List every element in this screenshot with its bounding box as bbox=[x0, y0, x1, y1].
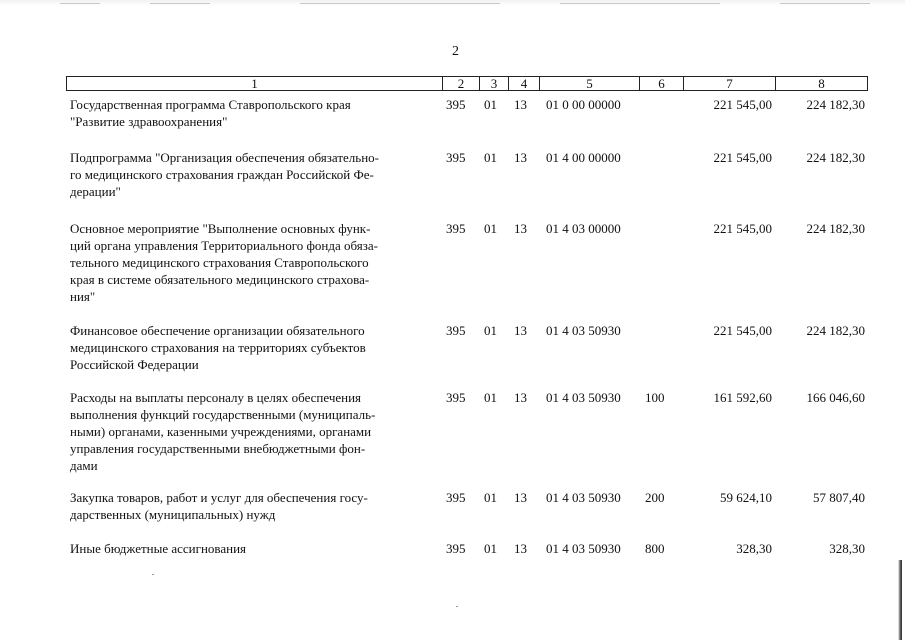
row-description: Расходы на выплаты персоналу в целях обеспечения выполнения функций государственными (муниципаль- ными) органами, казенными учреждениями, органами управления государственными внебюджетными фон- дами bbox=[70, 390, 376, 473]
scan-speck bbox=[456, 606, 458, 607]
row-section: 01 bbox=[484, 541, 497, 556]
row-amount-col8: 57 807,40 bbox=[813, 490, 865, 505]
scan-artifact bbox=[150, 3, 210, 4]
row-expense-type: 100 bbox=[645, 390, 665, 405]
header-cell-8: 8 bbox=[775, 77, 867, 90]
row-amount-col8: 224 182,30 bbox=[806, 221, 865, 236]
row-admin-code: 395 bbox=[446, 541, 466, 556]
header-cell-7: 7 bbox=[683, 77, 775, 90]
row-target-article: 01 4 03 50930 bbox=[546, 323, 621, 338]
row-section: 01 bbox=[484, 221, 497, 236]
row-amount-col7: 161 592,60 bbox=[713, 390, 772, 405]
row-amount-col8: 224 182,30 bbox=[806, 150, 865, 165]
row-description: Иные бюджетные ассигнования bbox=[70, 541, 247, 556]
row-amount-col7: 221 545,00 bbox=[713, 221, 772, 236]
header-cell-2: 2 bbox=[442, 77, 479, 90]
row-expense-type: 200 bbox=[645, 490, 665, 505]
row-description: Государственная программа Ставропольского края "Развитие здравоохранения" bbox=[70, 97, 351, 129]
row-admin-code: 395 bbox=[446, 221, 466, 236]
row-amount-col7: 59 624,10 bbox=[720, 490, 772, 505]
row-description: Основное мероприятие "Выполнение основных функ- ций органа управления Территориального фонда обяза- тельного медицинского страхования Ставропольского края в системе обязательного медицинского страхова- ния" bbox=[70, 221, 378, 304]
header-cell-3: 3 bbox=[479, 77, 508, 90]
row-amount-col7: 221 545,00 bbox=[713, 150, 772, 165]
row-description: Финансовое обеспечение организации обязательного медицинского страхования на территориях субъектов Российской Федерации bbox=[70, 323, 366, 372]
scan-artifact bbox=[560, 3, 720, 4]
row-subsection: 13 bbox=[514, 221, 527, 236]
row-target-article: 01 4 00 00000 bbox=[546, 150, 621, 165]
row-amount-col7: 328,30 bbox=[736, 541, 772, 556]
scan-page-edge bbox=[898, 560, 902, 640]
row-admin-code: 395 bbox=[446, 490, 466, 505]
row-description: Закупка товаров, работ и услуг для обеспечения госу- дарственных (муниципальных) нужд bbox=[70, 490, 368, 522]
row-target-article: 01 4 03 50930 bbox=[546, 490, 621, 505]
row-target-article: 01 4 03 50930 bbox=[546, 390, 621, 405]
row-amount-col8: 224 182,30 bbox=[806, 323, 865, 338]
row-target-article: 01 4 03 00000 bbox=[546, 221, 621, 236]
header-cell-6: 6 bbox=[639, 77, 683, 90]
scan-artifact bbox=[300, 3, 500, 4]
row-subsection: 13 bbox=[514, 541, 527, 556]
row-amount-col7: 221 545,00 bbox=[713, 97, 772, 112]
row-subsection: 13 bbox=[514, 150, 527, 165]
row-subsection: 13 bbox=[514, 390, 527, 405]
header-cell-5: 5 bbox=[539, 77, 639, 90]
row-amount-col7: 221 545,00 bbox=[713, 323, 772, 338]
row-admin-code: 395 bbox=[446, 150, 466, 165]
row-section: 01 bbox=[484, 150, 497, 165]
row-admin-code: 395 bbox=[446, 97, 466, 112]
table-header-row bbox=[66, 76, 868, 91]
row-section: 01 bbox=[484, 97, 497, 112]
scan-artifact bbox=[780, 3, 870, 4]
row-amount-col8: 224 182,30 bbox=[806, 97, 865, 112]
header-cell-1: 1 bbox=[251, 76, 258, 91]
row-subsection: 13 bbox=[514, 323, 527, 338]
row-target-article: 01 0 00 00000 bbox=[546, 97, 621, 112]
row-section: 01 bbox=[484, 323, 497, 338]
row-expense-type: 800 bbox=[645, 541, 665, 556]
row-section: 01 bbox=[484, 390, 497, 405]
row-subsection: 13 bbox=[514, 490, 527, 505]
header-cell-4: 4 bbox=[508, 77, 539, 90]
row-section: 01 bbox=[484, 490, 497, 505]
row-description: Подпрограмма "Организация обеспечения обязательно- го медицинского страхования граждан Российской Фе- дерации" bbox=[70, 150, 379, 199]
row-subsection: 13 bbox=[514, 97, 527, 112]
scan-artifact bbox=[60, 3, 100, 4]
row-admin-code: 395 bbox=[446, 323, 466, 338]
row-target-article: 01 4 03 50930 bbox=[546, 541, 621, 556]
row-amount-col8: 328,30 bbox=[829, 541, 865, 556]
row-amount-col8: 166 046,60 bbox=[806, 390, 865, 405]
scan-speck bbox=[152, 574, 154, 575]
row-admin-code: 395 bbox=[446, 390, 466, 405]
page-number: 2 bbox=[452, 44, 459, 59]
